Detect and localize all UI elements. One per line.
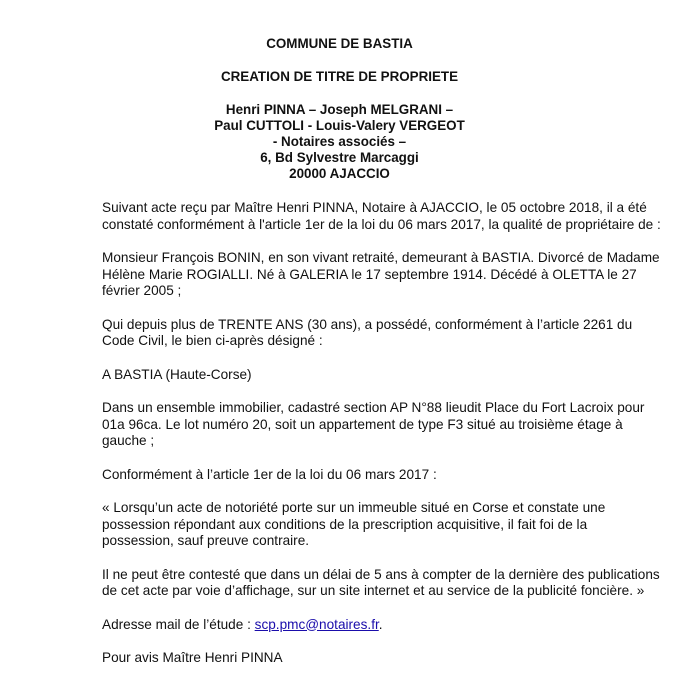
owner-paragraph: Monsieur François BONIN, en son vivant retraité, demeurant à BASTIA. Divorcé de Madame Hélène Marie ROGIALLI. Né à GALERIA le 17 septembre 1914. Décédé à OLETTA le 27 février 2005 ;	[102, 250, 660, 298]
email-link[interactable]: scp.pmc@notaires.fr	[254, 616, 379, 632]
closing-paragraph: Pour avis Maître Henri PINNA	[102, 650, 283, 665]
notice-body	[102, 200, 662, 684]
email-paragraph	[102, 617, 662, 634]
property-paragraph: Dans un ensemble immobilier, cadastré section AP N°88 lieudit Place du Fort Lacroix pour 01a 96ca. Le lot numéro 20, soit un appartement de type F3 situé au troisième étage à gauche ;	[102, 400, 645, 448]
possession-paragraph: Qui depuis plus de TRENTE ANS (30 ans), a possédé, conformément à l’article 2261 du Code Civil, le bien ci-après désigné :	[102, 316, 633, 348]
email-suffix: .	[378, 616, 383, 632]
law-reference-paragraph: Conformément à l’article 1er de la loi du 06 mars 2017 :	[102, 466, 437, 482]
notice-header	[0, 36, 679, 182]
deed-paragraph: Suivant acte reçu par Maître Henri PINNA, Notaire à AJACCIO, le 05 octobre 2018, il a été constaté conformément à l'article 1er de la loi du 06 mars 2017, la qualité de propriétaire de :	[102, 200, 661, 232]
location-paragraph: A BASTIA (Haute-Corse)	[102, 366, 252, 382]
office-address-city: 20000 AJACCIO	[289, 166, 390, 181]
law-quote-paragraph: « Lorsqu’un acte de notoriété porte sur un immeuble situé en Corse et constate une possession répondant aux conditions de la prescription acquisitive, il fait foi de la possession, sauf preuve contraire.	[102, 500, 606, 548]
office-address-street: 6, Bd Sylvestre Marcaggi	[260, 150, 419, 165]
email-label: Adresse mail de l’étude :	[102, 616, 255, 632]
contest-paragraph: Il ne peut être contesté que dans un délai de 5 ans à compter de la dernière des publications de cet acte par voie d’affichage, sur un site internet et au service de la publicité foncière. »	[102, 566, 660, 598]
notaries-line-1: Henri PINNA – Joseph MELGRANI –	[225, 102, 454, 117]
notice-title: CREATION DE TITRE DE PROPRIETE	[220, 69, 459, 84]
commune-heading: COMMUNE DE BASTIA	[266, 36, 413, 51]
notaries-line-2: Paul CUTTOLI - Louis-Valery VERGEOT	[214, 118, 465, 133]
notaries-line-3: - Notaires associés –	[272, 134, 407, 149]
